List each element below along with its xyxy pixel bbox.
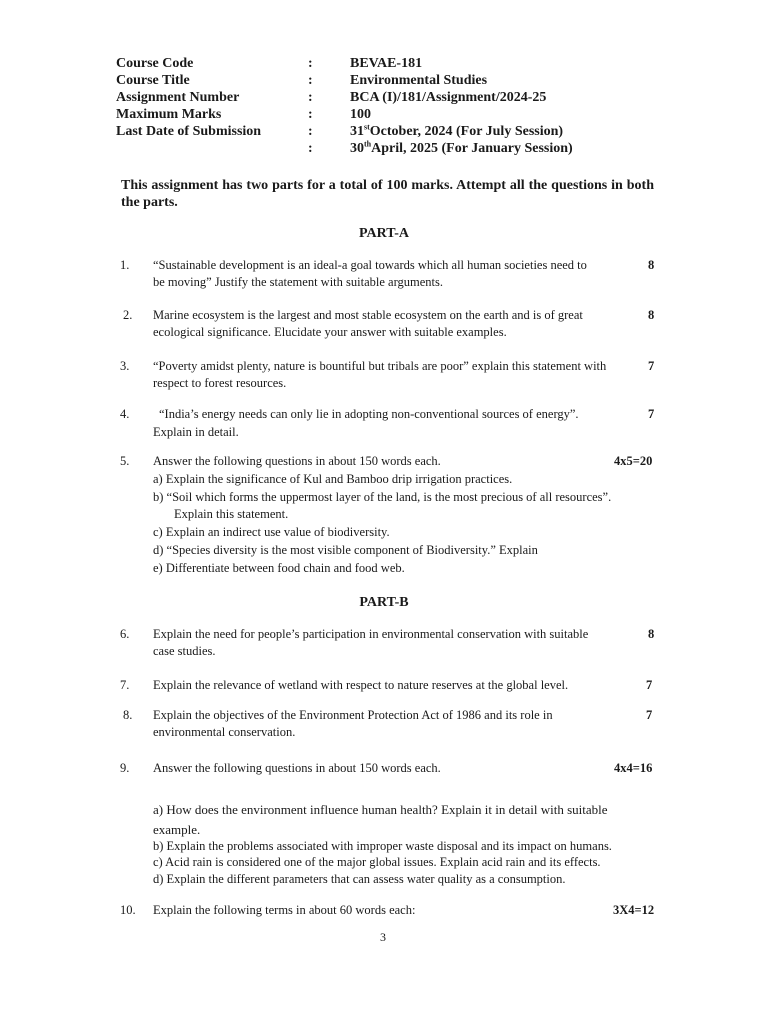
question-marks: 7 bbox=[648, 359, 655, 373]
header-colon: : bbox=[308, 141, 313, 156]
header-colon: : bbox=[308, 73, 313, 88]
sub-question-c: c) Acid rain is considered one of the major global issues. Explain acid rain and its effects. bbox=[153, 855, 601, 869]
sub-question-d: d) Explain the different parameters that can assess water quality as a consumption. bbox=[153, 872, 566, 886]
question-text: case studies. bbox=[153, 644, 216, 658]
question-text: “India’s energy needs can only lie in adopting non-conventional sources of energy”. bbox=[159, 407, 579, 421]
sub-question-a: a) How does the environment influence human health? Explain it in detail with suitable bbox=[153, 802, 608, 817]
question-marks: 7 bbox=[646, 708, 653, 722]
sub-question-e: e) Differentiate between food chain and food web. bbox=[153, 561, 405, 575]
header-colon: : bbox=[308, 90, 313, 105]
question-text: Explain the need for people’s participation in environmental conservation with suitable bbox=[153, 627, 589, 641]
question-text: Answer the following questions in about 150 words each. bbox=[153, 454, 441, 468]
header-colon: : bbox=[308, 107, 313, 122]
course-title-label: Course Title bbox=[116, 73, 190, 88]
part-a-title: PART-A bbox=[358, 226, 410, 241]
question-marks: 3X4=12 bbox=[613, 903, 655, 917]
question-number: 8. bbox=[123, 708, 133, 722]
question-marks: 7 bbox=[648, 407, 655, 421]
course-title-value: Environmental Studies bbox=[350, 73, 488, 88]
question-number: 3. bbox=[120, 359, 130, 373]
header-colon: : bbox=[308, 124, 313, 139]
part-b-title: PART-B bbox=[359, 595, 409, 610]
sub-question-b-cont: Explain this statement. bbox=[174, 507, 289, 521]
submission-date-july: 31stOctober, 2024 (For July Session) bbox=[350, 122, 564, 139]
submission-date-label: Last Date of Submission bbox=[116, 124, 262, 139]
question-text: Answer the following questions in about 150 words each. bbox=[153, 761, 441, 775]
assignment-number-value: BCA (I)/181/Assignment/2024-25 bbox=[350, 90, 547, 105]
question-text: environmental conservation. bbox=[153, 725, 296, 739]
question-number: 9. bbox=[120, 761, 130, 775]
question-number: 1. bbox=[120, 258, 130, 272]
question-text: Explain the relevance of wetland with respect to nature reserves at the global level. bbox=[153, 678, 569, 692]
question-marks: 8 bbox=[648, 308, 655, 322]
sub-question-b: b) Explain the problems associated with improper waste disposal and its impact on humans. bbox=[153, 839, 612, 853]
maximum-marks-value: 100 bbox=[350, 107, 371, 122]
question-marks: 4x5=20 bbox=[614, 454, 653, 468]
sub-question-a-cont: example. bbox=[153, 822, 201, 837]
question-number: 7. bbox=[120, 678, 130, 692]
instructions: This assignment has two parts for a total of 100 marks. Attempt all the questions in both the parts. bbox=[121, 178, 654, 210]
sub-question-c: c) Explain an indirect use value of biodiversity. bbox=[153, 525, 390, 539]
question-marks: 8 bbox=[648, 258, 655, 272]
question-text: Explain the objectives of the Environment Protection Act of 1986 and its role in bbox=[153, 708, 553, 722]
question-marks: 7 bbox=[646, 678, 653, 692]
question-number: 5. bbox=[120, 454, 130, 468]
question-text: Explain in detail. bbox=[153, 425, 239, 439]
question-number: 2. bbox=[123, 308, 133, 322]
question-number: 10. bbox=[120, 903, 136, 917]
question-text: Explain the following terms in about 60 words each: bbox=[153, 903, 416, 917]
assignment-number-label: Assignment Number bbox=[116, 90, 240, 105]
question-text: “Poverty amidst plenty, nature is bountiful but tribals are poor” explain this statement with bbox=[153, 359, 607, 373]
maximum-marks-label: Maximum Marks bbox=[116, 107, 222, 122]
question-text: respect to forest resources. bbox=[153, 376, 287, 390]
header-colon: : bbox=[308, 56, 313, 71]
question-text: ecological significance. Elucidate your answer with suitable examples. bbox=[153, 325, 507, 339]
question-text: be moving” Justify the statement with suitable arguments. bbox=[153, 275, 443, 289]
question-number: 6. bbox=[120, 627, 130, 641]
sub-question-b: b) “Soil which forms the uppermost layer of the land, is the most precious of all resources”. bbox=[153, 490, 612, 504]
question-marks: 8 bbox=[648, 627, 655, 641]
sub-question-d: d) “Species diversity is the most visible component of Biodiversity.” Explain bbox=[153, 543, 538, 557]
question-text: “Sustainable development is an ideal-a goal towards which all human societies need to bbox=[153, 258, 587, 272]
sub-question-a: a) Explain the significance of Kul and Bamboo drip irrigation practices. bbox=[153, 472, 513, 486]
question-number: 4. bbox=[120, 407, 130, 421]
course-code-label: Course Code bbox=[116, 56, 194, 71]
submission-date-january: 30thApril, 2025 (For January Session) bbox=[350, 139, 573, 156]
question-text: Marine ecosystem is the largest and most stable ecosystem on the earth and is of great bbox=[153, 308, 583, 322]
page-number: 3 bbox=[380, 930, 386, 944]
question-marks: 4x4=16 bbox=[614, 761, 653, 775]
course-code-value: BEVAE-181 bbox=[350, 56, 423, 71]
